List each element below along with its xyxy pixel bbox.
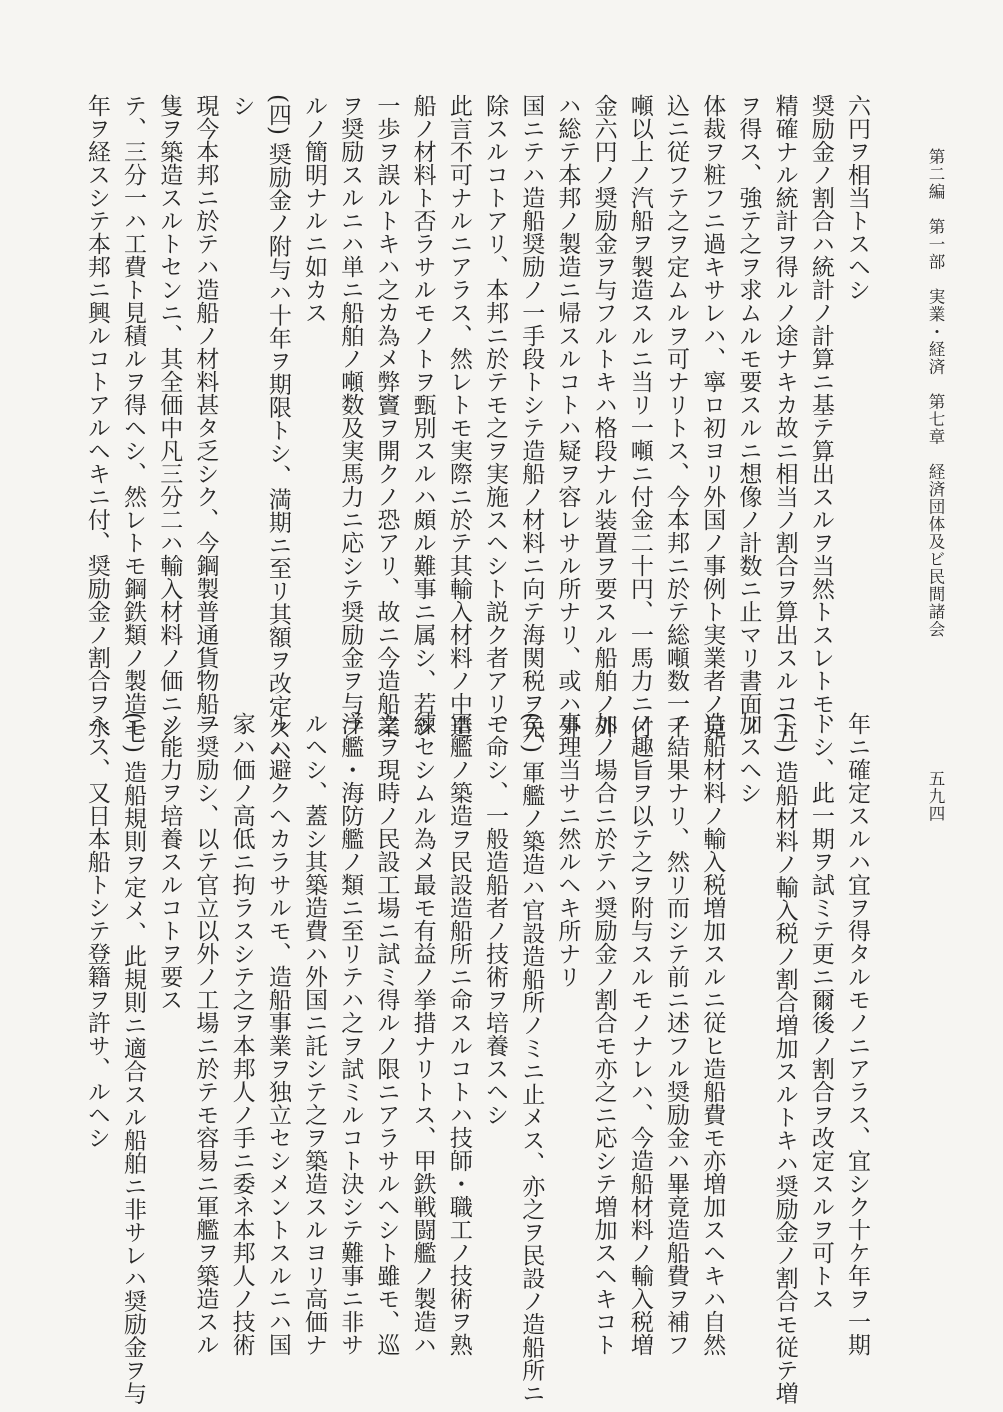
- page-number: 五九四: [926, 770, 945, 823]
- text-column: ノ結果ナリ、然リ而シテ前ニ述フル奨励金ハ畢竟造船費ヲ補フ: [663, 712, 689, 1356]
- text-column: 加ノ場合ニ於テハ奨励金ノ割合モ亦之ニ応シテ増加スヘキコト: [590, 712, 617, 1356]
- text-column: (六) 軍艦ノ築造ハ官設造船所ノミニ止メス、亦之ヲ民設ノ造船所ニ: [518, 712, 545, 1405]
- text-column: 練セシムル為メ最モ有益ノ挙措ナリトス、甲鉄戦闘艦ノ製造ハ: [409, 712, 436, 1356]
- text-column: 金六円ノ奨励金ヲ与フルトキハ格段ナル装置ヲ要スル船舶ノ外: [590, 94, 617, 738]
- text-column: 此言不可ナルニアラス、然レトモ実際ニ於テ其輸入材料ノ中造: [445, 94, 472, 738]
- text-column: 之ヲ現時ノ民設工場ニ試ミ得ルノ限ニアラサルヘシト雖モ、巡: [373, 712, 400, 1356]
- text-column: ヲ奨励スルニハ単ニ船舶ノ噸数及実馬力ニ応シテ奨励金ヲ与フ: [337, 94, 364, 738]
- text-column: ヲ奨励シ、以テ官立以外ノ工場ニ於テモ容易ニ軍艦ヲ築造スル: [192, 712, 219, 1356]
- text-column: 現今本邦ニ於テハ造船ノ材料甚タ乏シク、今鋼製普通貨物船一: [192, 94, 219, 738]
- running-header: 第二編 第一部 実業・経済 第七章 経済団体及ビ民間諸会: [926, 148, 945, 638]
- text-column: 家ハ価ノ高低ニ拘ラスシテ之ヲ本邦人ノ手ニ委ネ本邦人ノ技術: [228, 712, 255, 1356]
- text-column: 船ノ材料ト否ラサルモノトヲ甄別スルハ頗ル難事ニ属シ、若シ: [409, 94, 436, 738]
- text-column: 国ニテハ造船奨励ノ一手段トシテ造船ノ材料ニ向テ海関税ヲ免: [518, 94, 545, 738]
- text-column: 事理当サニ然ルヘキ所ナリ: [554, 712, 581, 988]
- text-column: 噸以上ノ汽船ヲ製造スルニ当リ一噸ニ付金二十円、一馬力ニ付: [626, 94, 653, 738]
- text-column: テ、三分一ハ工費ト見積ルヲ得ヘシ、然レトモ鋼鉄類ノ製造モ: [120, 94, 146, 738]
- text-column: ハ総テ本邦ノ製造ニ帰スルコトハ疑ヲ容レサル所ナリ、或ハ外: [554, 94, 581, 738]
- text-column: 造船材料ノ輸入税増加スルニ従ヒ造船費モ亦増加スヘキハ自然: [699, 712, 726, 1356]
- text-column: 一歩ヲ誤ルトキハ之カ為メ弊竇ヲ開クノ恐アリ、故ニ今造船業: [373, 94, 400, 738]
- text-column: ヲ得ス、強テ之ヲ求ムルモ要スルニ想像ノ計数ニ止マリ書面ノ: [735, 94, 762, 738]
- text-column: (五) 造船材料ノ輸入税ノ割合増加スルトキハ奨励金ノ割合モ従テ増: [771, 712, 798, 1405]
- text-column: トシ、此一期ヲ試ミテ更ニ爾後ノ割合ヲ改定スルヲ可トス: [807, 712, 834, 1310]
- text-column: 込ニ従フテ之ヲ定ムルヲ可ナリトス、今本邦ニ於テ総噸数一千: [663, 94, 689, 738]
- text-column: 洋艦・海防艦ノ類ニ至リテハ之ヲ試ミルコト決シテ難事ニ非サ: [337, 712, 364, 1356]
- text-column: 除スルコトアリ、本邦ニ於テモ之ヲ実施スヘシト説ク者アリ、: [482, 94, 508, 738]
- text-column: 体裁ヲ粧フニ過キサレハ、寧ロ初ヨリ外国ノ事例ト実業者ノ見: [699, 94, 726, 738]
- text-column: 軍艦ノ築造ヲ民設造船所ニ命スルコトハ技師・職工ノ技術ヲ熟: [445, 712, 472, 1356]
- text-column: ヘス、又日本船トシテ登籍ヲ許サ、ルヘシ: [83, 712, 110, 1149]
- text-column: 奨励金ノ割合ハ統計ノ計算ニ基テ算出スルヲ当然トスレトモ、: [807, 94, 834, 738]
- text-column: 隻ヲ築造スルトセンニ、其全価中凡三分二ハ輸入材料ノ価ニシ: [156, 94, 183, 738]
- text-column: 加スヘシ: [735, 712, 762, 804]
- text-column: (七) 造船規則ヲ定メ、此規則ニ適合スル船舶ニ非サレハ奨励金ヲ与: [120, 712, 146, 1405]
- text-column: ルハ避クヘカラサルモ、造船事業ヲ独立セシメントスルニハ国: [264, 712, 291, 1356]
- text-column: 年ニ確定スルハ宜ヲ得タルモノニアラス、宜シク十ケ年ヲ一期: [844, 712, 870, 1356]
- text-column: ノ能力ヲ培養スルコトヲ要ス: [156, 712, 183, 1011]
- text-column: シ: [228, 94, 255, 117]
- text-column: 六円ヲ相当トスヘシ: [844, 94, 870, 301]
- text-column: (四) 奨励金ノ附与ハ十年ヲ期限トシ、満期ニ至リ其額ヲ改定スヘ: [264, 94, 291, 764]
- text-column: ルヘシ、蓋シ其築造費ハ外国ニ託シテ之ヲ築造スルヨリ高価ナ: [301, 712, 327, 1356]
- text-column: 年ヲ経スシテ本邦ニ興ルコトアルヘキニ付、奨励金ノ割合ヲ永: [83, 94, 110, 738]
- text-column: 精確ナル統計ヲ得ルノ途ナキカ故ニ相当ノ割合ヲ算出スルコト: [771, 94, 798, 738]
- text-column: ルノ簡明ナルニ如カス: [301, 94, 327, 324]
- text-column: モ命シ、一般造船者ノ技術ヲ培養スヘシ: [482, 712, 508, 1126]
- text-column: ノ趣旨ヲ以テ之ヲ附与スルモノナレハ、今造船材料ノ輸入税増: [626, 712, 653, 1356]
